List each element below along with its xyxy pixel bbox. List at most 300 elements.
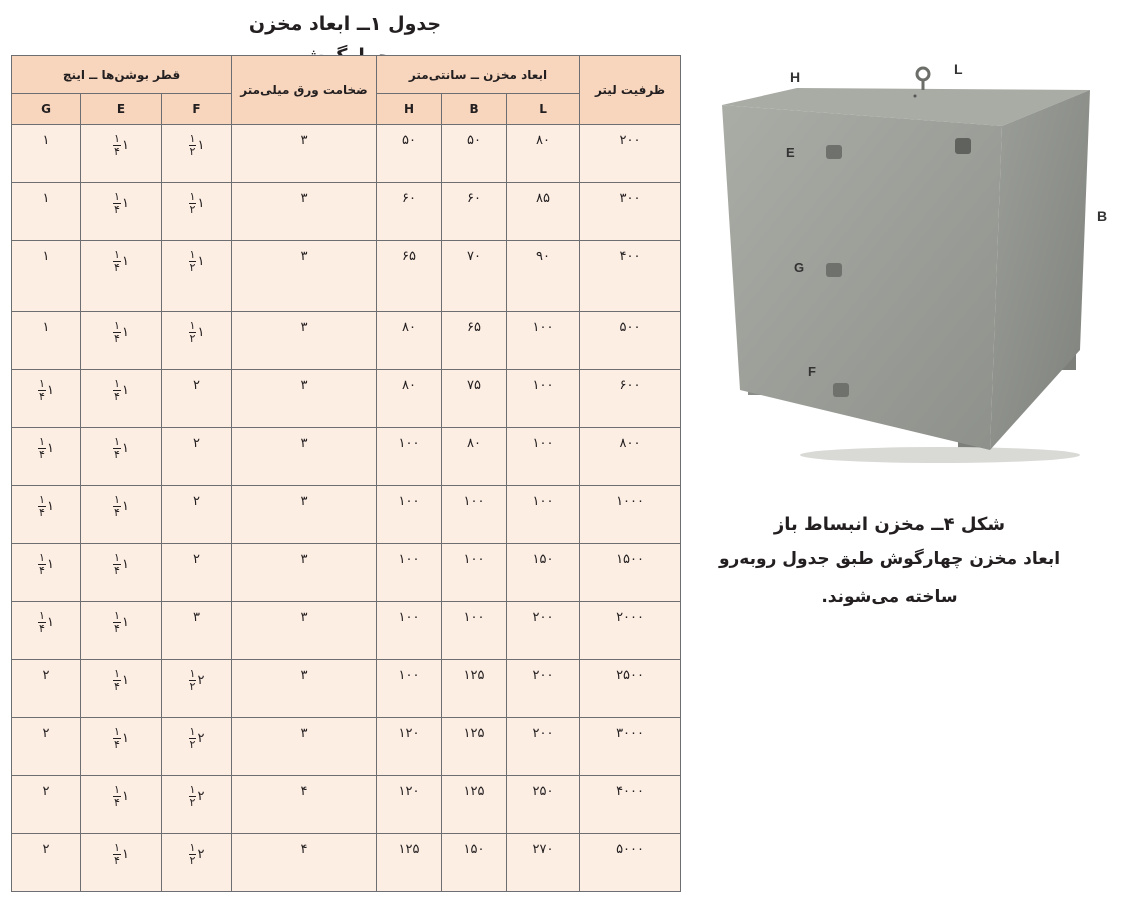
mixed-number [43, 842, 50, 857]
fraction [189, 320, 197, 345]
mixed-number [193, 552, 200, 567]
mixed-number [113, 494, 129, 519]
mixed-number [189, 249, 205, 274]
cell-capacity [580, 370, 681, 428]
whole-number: ۲ [197, 847, 205, 862]
fraction-denominator: ۲ [189, 332, 196, 345]
fraction-numerator: ۱ [189, 667, 196, 680]
table-row [12, 428, 681, 486]
fraction-numerator: ۱ [114, 132, 120, 145]
cell-e [81, 312, 162, 370]
fraction [113, 842, 121, 867]
table-row [12, 776, 681, 834]
table-row [12, 544, 681, 602]
mixed-number [193, 436, 200, 451]
mixed-number [193, 610, 200, 625]
table-title: جدول ۱ــ ابعاد مخزن [248, 13, 442, 35]
whole-number: ۱ [121, 499, 129, 514]
fraction [189, 133, 197, 158]
fraction [113, 726, 121, 751]
cell-g [12, 486, 81, 544]
whole-number: ۱ [121, 731, 129, 746]
mixed-number [43, 784, 50, 799]
cell-value: ۳ [300, 378, 308, 393]
cell-l [507, 241, 580, 312]
cell-value: ۴ [300, 842, 308, 857]
cell-capacity [580, 718, 681, 776]
cell-g [12, 125, 81, 183]
fraction [113, 133, 121, 158]
cell-f [162, 312, 232, 370]
cell-h [377, 660, 442, 718]
cell-h [377, 718, 442, 776]
whole-number: ۱ [197, 196, 205, 211]
cell-thickness [232, 125, 377, 183]
cell-value: ۳ [300, 726, 308, 741]
whole-number: ۱ [42, 191, 50, 206]
mixed-number [113, 842, 129, 867]
whole-number: ۱ [121, 196, 129, 211]
fraction-denominator: ۴ [114, 854, 120, 867]
whole-number: ۱ [121, 254, 129, 269]
fraction [38, 494, 46, 519]
fraction [189, 726, 197, 751]
fraction-numerator: ۱ [39, 551, 45, 564]
mixed-number [38, 552, 54, 577]
fraction-denominator: ۴ [114, 332, 120, 345]
whole-number: ۱ [42, 133, 50, 148]
whole-number: ۱ [197, 138, 205, 153]
fraction [113, 610, 121, 635]
cell-g [12, 776, 81, 834]
cell-e [81, 544, 162, 602]
tank-side [990, 90, 1090, 450]
mixed-number [113, 436, 129, 461]
header-l: L [507, 94, 580, 125]
cell-value: ۱۲۵ [463, 668, 485, 683]
cell-h [377, 125, 442, 183]
nozzle-f [833, 383, 849, 397]
cell-value: ۵۰ [402, 133, 416, 148]
fraction-numerator: ۱ [39, 609, 45, 622]
fraction [113, 378, 121, 403]
fraction [113, 784, 121, 809]
nozzle-e [826, 145, 842, 159]
table-row [12, 602, 681, 660]
whole-number: ۱ [121, 325, 129, 340]
whole-number: ۲ [193, 436, 200, 451]
fraction-denominator: ۴ [114, 203, 120, 216]
cell-thickness [232, 241, 377, 312]
mixed-number [189, 668, 205, 693]
label-l: L [954, 61, 963, 77]
cell-h [377, 428, 442, 486]
header-b: B [442, 94, 507, 125]
whole-number: ۱ [42, 249, 50, 264]
cell-l [507, 718, 580, 776]
mixed-number [113, 378, 129, 403]
cell-f [162, 428, 232, 486]
cell-capacity [580, 602, 681, 660]
cell-b [442, 312, 507, 370]
cell-value: ۳۰۰ [619, 191, 641, 206]
cell-value: ۱۰۰ [532, 320, 554, 335]
cell-thickness [232, 183, 377, 241]
fraction-denominator: ۴ [39, 564, 45, 577]
cell-capacity [580, 776, 681, 834]
fraction-denominator: ۴ [114, 680, 120, 693]
cell-e [81, 486, 162, 544]
fraction-denominator: ۴ [114, 564, 120, 577]
cell-thickness [232, 602, 377, 660]
cell-value: ۸۰ [467, 436, 481, 451]
caption-line-2: ساخته می‌شوند. [821, 587, 958, 607]
cell-f [162, 776, 232, 834]
whole-number: ۱ [121, 673, 129, 688]
fraction-numerator: ۱ [39, 493, 45, 506]
nozzle-top [955, 138, 971, 154]
cell-b [442, 660, 507, 718]
fraction-numerator: ۱ [189, 190, 196, 203]
fraction-numerator: ۱ [114, 493, 120, 506]
mixed-number [189, 784, 205, 809]
cell-g [12, 241, 81, 312]
cell-f [162, 370, 232, 428]
fraction-numerator: ۱ [114, 841, 120, 854]
mixed-number [43, 668, 50, 683]
cell-h [377, 241, 442, 312]
mixed-number [38, 494, 54, 519]
cell-h [377, 370, 442, 428]
whole-number: ۱ [197, 254, 205, 269]
cell-value: ۲۰۰ [619, 133, 641, 148]
fraction-denominator: ۴ [114, 622, 120, 635]
whole-number: ۱ [121, 383, 129, 398]
cell-value: ۳ [300, 249, 308, 264]
cell-f [162, 660, 232, 718]
fraction [38, 436, 46, 461]
header-capacity: ظرفیت لیتر [580, 56, 681, 125]
fraction-denominator: ۴ [114, 448, 120, 461]
cell-capacity [580, 486, 681, 544]
cell-l [507, 125, 580, 183]
cell-value: ۲۵۰ [532, 784, 554, 799]
mixed-number [43, 249, 50, 264]
cell-capacity [580, 241, 681, 312]
fraction-denominator: ۴ [39, 390, 45, 403]
fraction [189, 191, 197, 216]
cell-g [12, 834, 81, 892]
whole-number: ۱ [121, 441, 129, 456]
cell-value: ۱۰۰ [398, 668, 420, 683]
table-row [12, 241, 681, 312]
fraction-numerator: ۱ [189, 248, 196, 261]
fraction-denominator: ۴ [39, 448, 45, 461]
cell-capacity [580, 312, 681, 370]
cell-value: ۱۰۰ [463, 552, 485, 567]
cell-capacity [580, 660, 681, 718]
cell-g [12, 660, 81, 718]
whole-number: ۳ [193, 610, 200, 625]
cell-value: ۱۲۵ [463, 784, 485, 799]
whole-number: ۱ [46, 499, 54, 514]
mixed-number [38, 436, 54, 461]
fraction [189, 784, 197, 809]
cell-value: ۸۰ [536, 133, 550, 148]
cell-b [442, 486, 507, 544]
cell-thickness [232, 660, 377, 718]
table-row [12, 834, 681, 892]
cell-g [12, 544, 81, 602]
figure-caption [712, 510, 1067, 616]
cell-l [507, 834, 580, 892]
fraction [113, 191, 121, 216]
whole-number: ۱ [121, 847, 129, 862]
fraction-numerator: ۱ [114, 725, 120, 738]
cell-g [12, 183, 81, 241]
mixed-number [189, 842, 205, 867]
table-row [12, 312, 681, 370]
fraction-numerator: ۱ [114, 783, 120, 796]
cell-value: ۶۵ [402, 249, 416, 264]
fraction-denominator: ۲ [189, 203, 196, 216]
header-f: F [162, 94, 232, 125]
cell-g [12, 312, 81, 370]
cell-b [442, 602, 507, 660]
tank-front [722, 105, 1002, 450]
fraction-denominator: ۲ [189, 261, 196, 274]
fraction-denominator: ۴ [114, 738, 120, 751]
cell-thickness [232, 428, 377, 486]
cell-value: ۶۰ [402, 191, 416, 206]
caption-line-1: ابعاد مخزن چهارگوش طبق جدول روبه‌رو [718, 549, 1061, 569]
fraction [189, 668, 197, 693]
cell-value: ۱۲۵ [463, 726, 485, 741]
fraction-numerator: ۱ [114, 248, 120, 261]
cell-value: ۱۵۰۰ [616, 552, 644, 567]
mixed-number [189, 726, 205, 751]
cell-value: ۳ [300, 610, 308, 625]
header-tank-dimensions: ابعاد مخزن ــ سانتی‌متر [377, 56, 580, 94]
cell-capacity [580, 428, 681, 486]
cell-capacity [580, 544, 681, 602]
fraction [189, 249, 197, 274]
cell-capacity [580, 125, 681, 183]
cell-l [507, 776, 580, 834]
cell-h [377, 602, 442, 660]
fraction-numerator: ۱ [189, 841, 196, 854]
fraction [113, 320, 121, 345]
cell-l [507, 312, 580, 370]
cell-value: ۳ [300, 320, 308, 335]
whole-number: ۱ [46, 557, 54, 572]
cell-h [377, 776, 442, 834]
cell-f [162, 602, 232, 660]
fraction-numerator: ۱ [189, 783, 196, 796]
mixed-number [193, 494, 200, 509]
cell-l [507, 602, 580, 660]
fraction-denominator: ۲ [189, 796, 196, 809]
cell-f [162, 241, 232, 312]
cell-b [442, 183, 507, 241]
whole-number: ۲ [193, 494, 200, 509]
cell-value: ۲۷۰ [532, 842, 554, 857]
cell-value: ۳ [300, 191, 308, 206]
cell-h [377, 486, 442, 544]
whole-number: ۲ [42, 726, 50, 741]
cell-value: ۲۰۰ [532, 726, 554, 741]
table-row [12, 660, 681, 718]
cell-value: ۲۰۰۰ [616, 610, 644, 625]
mixed-number [113, 320, 129, 345]
cell-l [507, 428, 580, 486]
cell-value: ۳ [300, 133, 308, 148]
cell-b [442, 544, 507, 602]
cell-value: ۲۰۰ [532, 668, 554, 683]
fraction-denominator: ۴ [114, 506, 120, 519]
cell-value: ۷۰ [467, 249, 481, 264]
mixed-number [189, 133, 205, 158]
fraction-denominator: ۴ [114, 145, 120, 158]
cell-value: ۸۰۰ [619, 436, 641, 451]
fraction [189, 842, 197, 867]
label-h: H [790, 69, 801, 85]
cell-b [442, 241, 507, 312]
cell-g [12, 370, 81, 428]
cell-f [162, 183, 232, 241]
cell-value: ۱۰۰ [532, 378, 554, 393]
fraction [38, 552, 46, 577]
whole-number: ۱ [121, 789, 129, 804]
cell-h [377, 834, 442, 892]
cell-value: ۳ [300, 552, 308, 567]
cell-value: ۱۵۰ [463, 842, 485, 857]
cell-value: ۱۲۰ [398, 784, 420, 799]
cell-f [162, 125, 232, 183]
cell-value: ۵۰۰۰ [616, 842, 644, 857]
cell-value: ۱۲۰ [398, 726, 420, 741]
fraction-denominator: ۴ [114, 390, 120, 403]
cell-b [442, 776, 507, 834]
cell-b [442, 125, 507, 183]
nozzle-g [826, 263, 842, 277]
cell-b [442, 428, 507, 486]
cell-value: ۱۰۰ [532, 436, 554, 451]
cell-g [12, 428, 81, 486]
cell-l [507, 544, 580, 602]
cell-value: ۱۰۰ [463, 610, 485, 625]
cell-f [162, 718, 232, 776]
cell-e [81, 834, 162, 892]
cell-value: ۲۰۰ [532, 610, 554, 625]
cell-g [12, 718, 81, 776]
whole-number: ۲ [42, 668, 50, 683]
fraction-numerator: ۱ [114, 319, 120, 332]
cell-capacity [580, 834, 681, 892]
mixed-number [189, 191, 205, 216]
cell-thickness [232, 776, 377, 834]
whole-number: ۲ [197, 673, 205, 688]
whole-number: ۱ [42, 320, 50, 335]
fraction-denominator: ۲ [189, 854, 196, 867]
cell-g [12, 602, 81, 660]
cell-capacity [580, 183, 681, 241]
label-b: B [1097, 208, 1108, 224]
fraction [113, 494, 121, 519]
whole-number: ۲ [193, 378, 200, 393]
header-e: E [81, 94, 162, 125]
mixed-number [113, 552, 129, 577]
fraction [113, 552, 121, 577]
cell-value: ۶۰۰ [619, 378, 641, 393]
fraction-numerator: ۱ [114, 609, 120, 622]
cell-e [81, 370, 162, 428]
cell-value: ۷۵ [467, 378, 481, 393]
mixed-number [113, 191, 129, 216]
cell-thickness [232, 370, 377, 428]
cell-h [377, 183, 442, 241]
fraction [113, 436, 121, 461]
fraction-denominator: ۴ [39, 622, 45, 635]
fraction [113, 668, 121, 693]
fraction-numerator: ۱ [114, 551, 120, 564]
cell-l [507, 486, 580, 544]
mixed-number [113, 726, 129, 751]
cell-value: ۱۰۰ [398, 494, 420, 509]
fraction-numerator: ۱ [114, 190, 120, 203]
mixed-number [189, 320, 205, 345]
cell-b [442, 370, 507, 428]
cell-value: ۸۰ [402, 320, 416, 335]
cell-value: ۸۰ [402, 378, 416, 393]
tank-photo [700, 50, 1137, 470]
whole-number: ۱ [197, 325, 205, 340]
table-row [12, 183, 681, 241]
cell-value: ۱۵۰ [532, 552, 554, 567]
fraction [38, 610, 46, 635]
cell-f [162, 834, 232, 892]
table-row [12, 718, 681, 776]
mixed-number [43, 191, 50, 206]
cell-e [81, 776, 162, 834]
whole-number: ۱ [121, 557, 129, 572]
whole-number: ۱ [46, 441, 54, 456]
mixed-number [38, 610, 54, 635]
caption-title: شکل ۴ــ مخزن انبساط باز [773, 514, 1006, 535]
cell-h [377, 312, 442, 370]
fraction-numerator: ۱ [39, 377, 45, 390]
mixed-number [43, 320, 50, 335]
mixed-number [113, 249, 129, 274]
header-h: H [377, 94, 442, 125]
cell-e [81, 428, 162, 486]
mixed-number [38, 378, 54, 403]
cell-b [442, 834, 507, 892]
table-row [12, 486, 681, 544]
fraction-denominator: ۴ [39, 506, 45, 519]
cell-value: ۳ [300, 494, 308, 509]
fraction-denominator: ۲ [189, 738, 196, 751]
cell-h [377, 544, 442, 602]
cell-value: ۵۰ [467, 133, 481, 148]
mixed-number [113, 610, 129, 635]
header-sheet-thickness: ضخامت ورق میلی‌متر [232, 56, 377, 125]
lifting-eye-icon [917, 68, 929, 80]
cell-thickness [232, 486, 377, 544]
fraction-denominator: ۲ [189, 145, 196, 158]
fraction-denominator: ۴ [114, 796, 120, 809]
cell-value: ۳ [300, 668, 308, 683]
